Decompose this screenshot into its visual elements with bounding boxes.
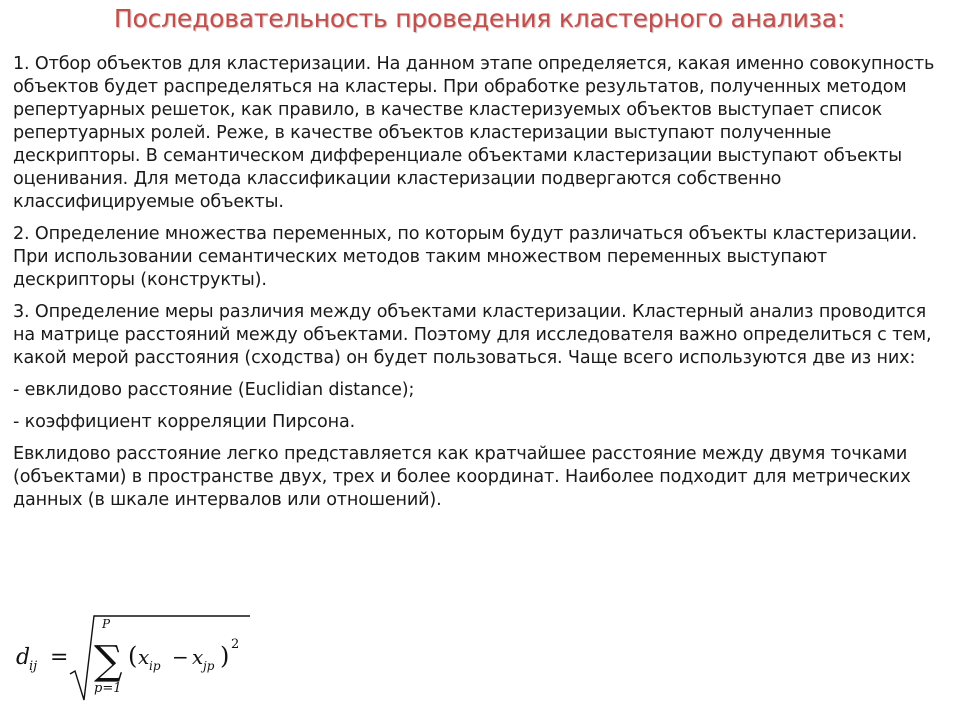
paragraph-step-1: 1. Отбор объектов для кластеризации. На данном этапе определяется, какая именно совокупность объектов будет распределяться на кластеры. При обработке результатов, полученных методом репертуарных решеток, как правило, в качестве кластеризуемых объектов выступает список репертуарных ролей. Реже, в качестве объектов кластеризации выступают полученные дескрипторы. В семантическом дифференциале объектами кластеризации выступают объекты оценивания. Для метода классификации кластеризации подвергаются собственно классифицируемые объекты. xyxy=(13,54,935,212)
euclidean-distance-formula xyxy=(14,612,254,704)
paragraph-euclidean-description: Евклидово расстояние легко представляется как кратчайшее расстояние между двумя точками (объектами) в пространстве двух, трех и более координат. Наиболее подходит для метрических данных (в шкале интервалов или отношений). xyxy=(13,444,911,510)
formula-x-j-subscript: jp xyxy=(203,659,215,673)
formula-minus: − xyxy=(172,645,189,669)
sum-lower-limit: p=1 xyxy=(94,681,122,696)
formula-lhs-subscript: ij xyxy=(29,659,38,674)
formula-x-j: x xyxy=(192,645,204,669)
formula-open-paren: ( xyxy=(128,642,138,670)
formula-lhs: d xyxy=(16,645,31,670)
formula-x-i: x xyxy=(138,645,150,669)
paragraph-step-2: 2. Определение множества переменных, по которым будут различаться объекты кластеризации. При использовании семантических методов таким множеством переменных выступают дескрипторы (конструкты). xyxy=(13,224,918,290)
list-item-euclidean: - евклидово расстояние (Euclidian distance); xyxy=(13,380,415,400)
paragraph-step-3: 3. Определение меры различия между объектами кластеризации. Кластерный анализ проводится на матрице расстояний между объектами. Поэтому для исследователя важно определиться с тем, какой мерой расстояния (сходства) он будет пользоваться. Чаще всего используются две из них: xyxy=(13,302,932,368)
formula-graphic xyxy=(14,612,254,704)
slide-content xyxy=(13,53,946,512)
slide-title: Последовательность проведения кластерного анализа: xyxy=(113,4,846,33)
formula-close-paren: ) xyxy=(220,642,230,670)
sum-upper-limit: P xyxy=(102,617,111,631)
formula-equals: = xyxy=(50,645,69,670)
formula-x-i-subscript: ip xyxy=(149,659,161,673)
sum-sigma: ∑ xyxy=(94,638,123,684)
formula-exponent: 2 xyxy=(231,637,240,652)
list-item-pearson: - коэффициент корреляции Пирсона. xyxy=(13,412,356,432)
